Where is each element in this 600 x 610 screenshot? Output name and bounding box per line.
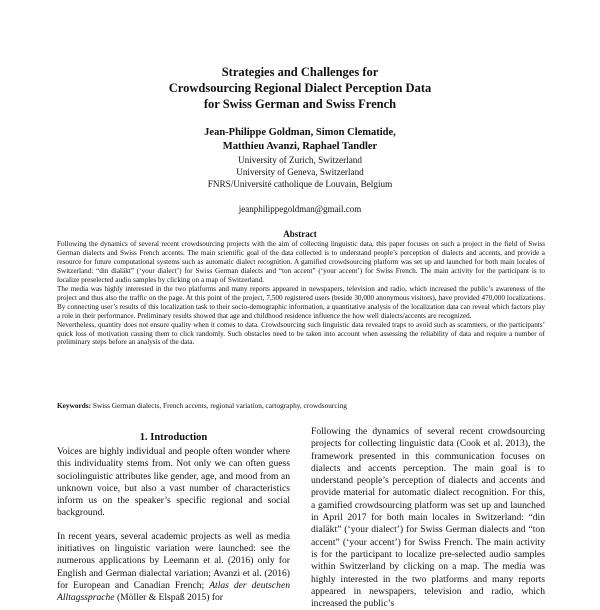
abstract-paragraph-1: Following the dynamics of several recent crowdsourcing projects with the aim of collecting linguistic data, this paper focuses on such a project in the field of Swiss German dialects and Swiss French accents. The main scientific goal of the data collected is to understand people’s perception of dialects and accents, and provide a resource for future computational systems such as automatic dialect recognition. A gamified crowdsourcing platform was set up and launched for both main locales of Switzerland: “din dialäkt” (‘your dialect’) for Swiss German dialects and “ton accent” (‘your accent’) for Swiss French. The main activity for the participant is to localize preselected audio samples by clicking on a map of Switzerland. <box>57 240 545 284</box>
paper-title <box>0 64 600 112</box>
abstract-paragraph-3: Nevertheless, quantity does not ensure quality when it comes to data. Crowdsourcing such linguistic data revealed traps to avoid such as scammers, or the participants’ quick loss of motivation causing them to click randomly. Such obstacles need to be taken into account when assessing the reliability of data and require a number of preliminary steps before an analysis of the data. <box>57 320 545 347</box>
left-column <box>57 446 290 605</box>
intro-paragraph-2-end: (Möller & Elspaß 2015) for <box>114 592 224 604</box>
affiliation-geneva: University of Geneva, Switzerland <box>236 167 364 177</box>
author-email: jeanphilippegoldman@gmail.com <box>238 204 362 214</box>
abstract-body <box>57 240 545 347</box>
affiliation-zurich: University of Zurich, Switzerland <box>238 155 362 165</box>
title-line-1: Strategies and Challenges for <box>221 65 379 79</box>
section-heading-introduction: 1. Introduction <box>139 432 208 443</box>
intro-paragraph-1: Voices are highly individual and people often wonder where this individuality stems from. Not only we can often guess sociolinguistic attributes like gender, age, and mood from an unknown voice, but also a vast number of characteristics inform us on the speaker’s specific regional and social background. <box>57 446 290 519</box>
affiliation-louvain: FNRS/Université catholique de Louvain, Belgium <box>207 179 393 189</box>
abstract-paragraph-2: The media was highly interested in the two platforms and many reports appeared in newspapers, television and radio, which increased the public’s awareness of the project and thus also the traffic on the page. At this point of the project, 7,500 registered users (beside 30,000 anonymous visitors), have provided 470,000 localizations. By connecting user’s results of this localization task to their socio-demographic information, a quantitative analysis of the localization data can reveal which factors play a role in their performance. Preliminary results showed that age and childhood residence influence the how well dialects/accents are recognized. <box>57 284 545 320</box>
author-list <box>0 126 600 154</box>
right-column <box>311 426 545 610</box>
keywords-text: Swiss German dialects, French accents, regional variation, cartography, crowdsourcing <box>91 401 347 410</box>
authors-line-2: Matthieu Avanzi, Raphael Tandler <box>222 141 378 152</box>
intro-paragraph-2-start: In recent years, several academic projects as well as media initiatives on linguistic variation were launched: see the numerous applications by Leemann et al. (2016) only for English and German dialectal variation; Avanzi et al. (2016) for European and Canadian French; <box>57 530 290 591</box>
title-line-2: Crowdsourcing Regional Dialect Perception Data <box>168 81 432 95</box>
affiliations <box>0 154 600 190</box>
keywords-label: Keywords: <box>57 401 92 410</box>
title-line-3: for Swiss German and Swiss French <box>203 97 397 111</box>
authors-line-1: Jean-Philippe Goldman, Simon Clematide, <box>204 127 396 138</box>
keywords <box>57 401 545 410</box>
intro-paragraph-2 <box>57 531 290 605</box>
abstract-heading: Abstract <box>283 229 317 239</box>
right-paragraph-1: Following the dynamics of several recent crowdsourcing projects for collecting linguistic data (Cook et al. 2013), the framework presented in this communication focuses on dialects and accents perception. The main goal is to understand people’s perception of dialects and accents and provide material for automatic dialect recognition. For this, a gamified crowdsourcing platform was set up and launched in April 2017 for both main locales in Switzerland: “din dialäkt” (‘your dialect’) for Swiss German dialects and “ton accent” (‘your accent’) for Swiss French. The main activity is for the participant to localize pre-selected audio samples within Switzerland by clicking on a map. The media was highly interested in the two platforms and many reports appeared in newspapers, television and radio, which increased the public’s <box>311 426 545 610</box>
atlas-title: Atlas der deutschen Alltagssprache <box>57 579 290 604</box>
